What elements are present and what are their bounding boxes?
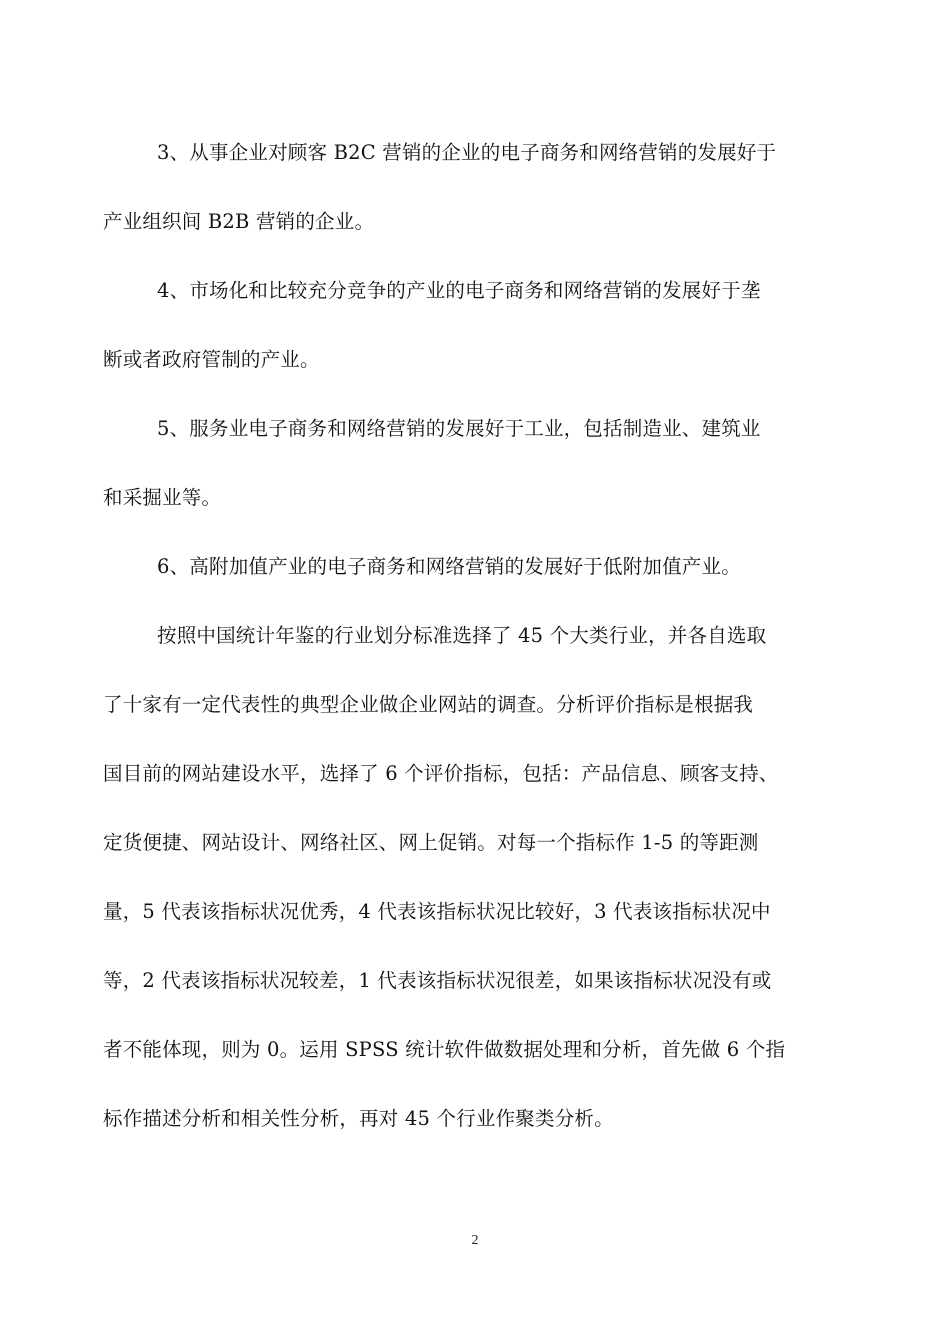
paragraph-line: 者不能体现，则为 0。运用 SPSS 统计软件做数据处理和分析，首先做 6 个指: [103, 1038, 786, 1061]
paragraph-line: 按照中国统计年鉴的行业划分标准选择了 45 个大类行业，并各自选取: [157, 624, 767, 647]
paragraph-line: 和采掘业等。: [103, 486, 222, 509]
paragraph-line: 3、从事企业对顾客 B2C 营销的企业的电子商务和网络营销的发展好于: [157, 141, 777, 164]
paragraph-line: 6、高附加值产业的电子商务和网络营销的发展好于低附加值产业。: [157, 555, 741, 578]
paragraph-line: 4、市场化和比较充分竞争的产业的电子商务和网络营销的发展好于垄: [157, 279, 761, 302]
paragraph-line: 产业组织间 B2B 营销的企业。: [103, 210, 375, 233]
body-text: [103, 132, 849, 1167]
paragraph-line: 等，2 代表该指标状况较差，1 代表该指标状况很差，如果该指标状况没有或: [103, 969, 772, 992]
paragraph-line: 断或者政府管制的产业。: [103, 348, 320, 371]
paragraph-line: 定货便捷、网站设计、网络社区、网上促销。对每一个指标作 1-5 的等距测: [103, 831, 759, 854]
paragraph-line: 5、服务业电子商务和网络营销的发展好于工业，包括制造业、建筑业: [157, 417, 761, 440]
page-number: 2: [471, 1233, 479, 1248]
paragraph-line: 标作描述分析和相关性分析，再对 45 个行业作聚类分析。: [103, 1107, 614, 1130]
paragraph-line: 国目前的网站建设水平，选择了 6 个评价指标，包括：产品信息、顾客支持、: [103, 762, 779, 785]
paragraph-line: 了十家有一定代表性的典型企业做企业网站的调查。分析评价指标是根据我: [103, 693, 754, 716]
paragraph-line: 量，5 代表该指标状况优秀，4 代表该指标状况比较好，3 代表该指标状况中: [103, 900, 771, 923]
